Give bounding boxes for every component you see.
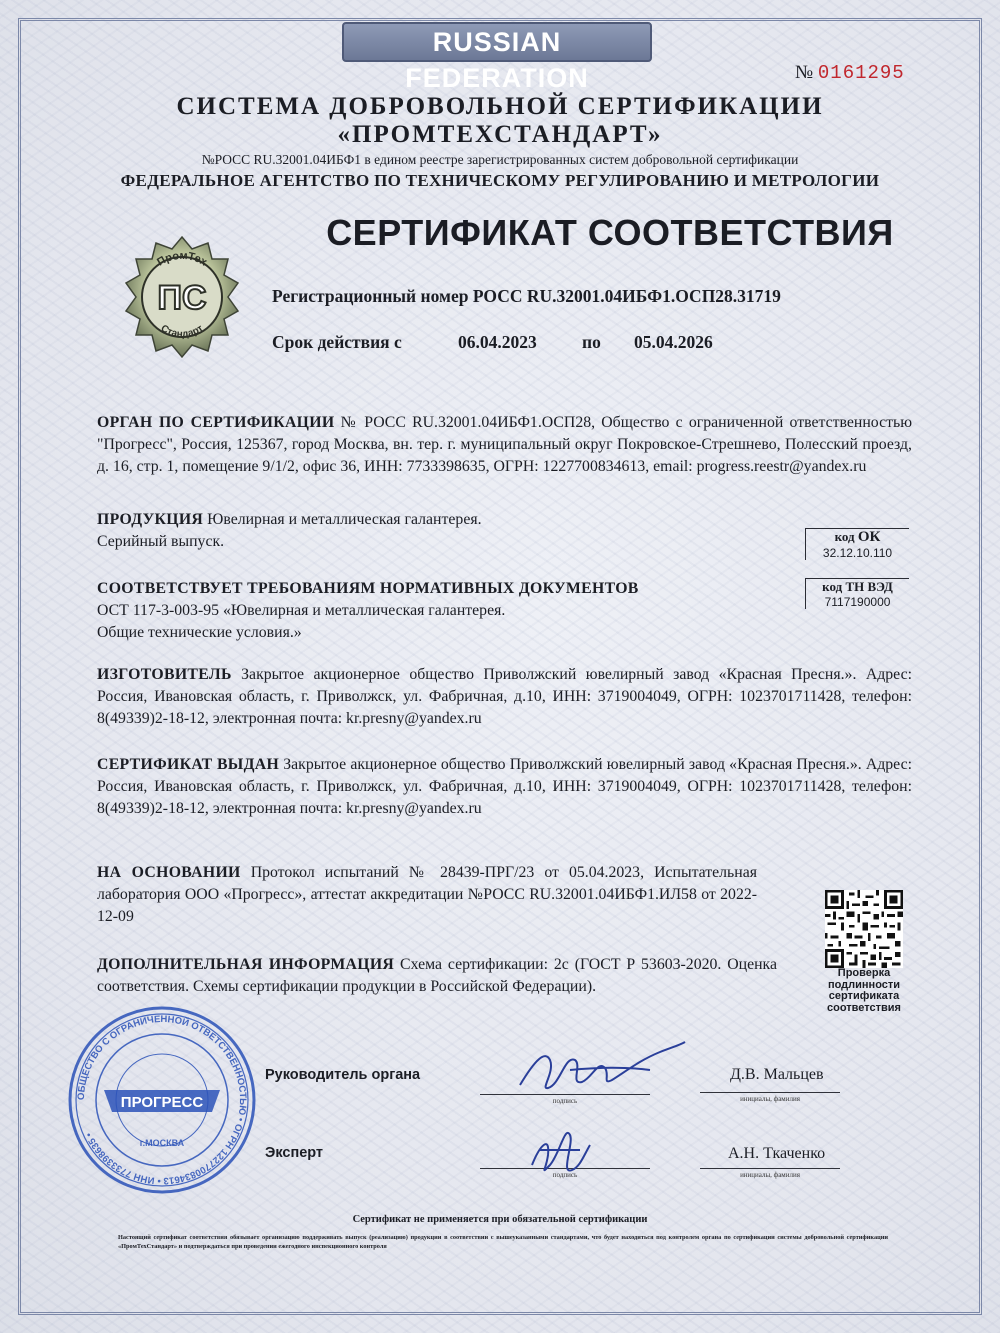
tnved-code-box <box>805 578 909 609</box>
head-name: Д.В. Мальцев <box>730 1066 824 1083</box>
serial-prefix: № <box>795 62 814 83</box>
section-heading: НА ОСНОВАНИИ <box>97 864 241 881</box>
section-heading: ДОПОЛНИТЕЛЬНАЯ ИНФОРМАЦИЯ <box>97 956 395 973</box>
registration-number: Регистрационный номер РОСС RU.32001.04ИБФ1.ОСП28.31719 <box>272 286 781 306</box>
head-signature-icon <box>510 1030 690 1105</box>
registry-note: №РОСС RU.32001.04ИБФ1 в едином реестре зарегистрированных систем добровольной сертификации <box>201 152 799 167</box>
section-text: Схема сертификации: 2с (ГОСТ Р 53603-2020. Оценка соответствия. Схемы сертификации продукции в Российской Федерации). <box>97 956 777 995</box>
section-heading: ОРГАН ПО СЕРТИФИКАЦИИ <box>97 414 335 431</box>
certificate-title: СЕРТИФИКАТ СООТВЕТСТВИЯ <box>326 212 894 253</box>
validity-from: 06.04.2023 <box>458 332 537 352</box>
qr-caption-line: сертификата <box>828 990 900 1002</box>
ok-code-box <box>805 528 909 560</box>
qr-caption-line: Проверка <box>837 967 891 979</box>
section-text-2: Серийный выпуск. <box>97 533 225 550</box>
expert-signature-icon <box>520 1115 600 1185</box>
logo-mark: ПС <box>157 279 207 317</box>
expert-name-line <box>700 1168 840 1169</box>
section-product <box>97 509 797 553</box>
head-sign-caption: подпись <box>552 1097 578 1105</box>
expert-name: А.Н. Ткаченко <box>728 1145 826 1162</box>
section-text: Закрытое акционерное общество Приволжский ювелирный завод «Красная Пресня.». Адрес: Россия, Ивановская область, г. Приволжск, ул. Фабричная, д.10, ИНН: 3719004049, ОГРН: 1023701711428, телефон: 8(49339)2-18-12, электронная почта: kr.presny@yandex.ru <box>97 666 912 727</box>
section-heading: СЕРТИФИКАТ ВЫДАН <box>97 756 280 773</box>
section-text: ОСТ 117-3-003-95 «Ювелирная и металлическая галантерея. <box>97 602 506 619</box>
system-name: СИСТЕМА ДОБРОВОЛЬНОЙ СЕРТИФИКАЦИИ <box>176 93 824 120</box>
section-text: Протокол испытаний № 28439-ПРГ/23 от 05.04.2023, Испытательная лаборатория ООО «Прогресс», аттестат аккредитации №РОСС RU.32001.04ИБФ1.ИЛ58 от 2022-12-09 <box>97 864 757 925</box>
promtechstandart-logo-icon <box>120 235 244 359</box>
ok-code-label-big: ОК <box>857 529 881 545</box>
validity-label: Срок действия с <box>272 332 402 352</box>
section-text-2: Общие технические условия.» <box>97 624 302 641</box>
qr-caption-line: подлинности <box>827 978 901 991</box>
expert-sign-caption: подпись <box>552 1171 578 1179</box>
logo-top-text: ПромТех <box>155 249 210 269</box>
serial-number <box>795 62 905 84</box>
validity-to-label: по <box>582 332 601 352</box>
head-name-caption: инициалы, фамилия <box>740 1095 800 1103</box>
tnved-code-label: код ТН ВЭД <box>822 579 893 594</box>
stamp-ring-text: ОБЩЕСТВО С ОГРАНИЧЕННОЙ ОТВЕТСТВЕННОСТЬЮ • ОГРН 1227700834613 • ИНН 7733398635 • <box>75 1013 249 1187</box>
country-banner: RUSSIAN FEDERATION <box>342 22 652 62</box>
expert-signature-label: Эксперт <box>265 1145 324 1161</box>
section-heading: ИЗГОТОВИТЕЛЬ <box>97 666 232 683</box>
head-signature-label: Руководитель органа <box>265 1067 421 1083</box>
qr-code-icon[interactable] <box>825 890 903 968</box>
qr-caption <box>808 968 920 1014</box>
section-manufacturer <box>97 664 912 730</box>
section-certification-body <box>97 412 912 478</box>
section-heading: СООТВЕТСТВУЕТ ТРЕБОВАНИЯМ НОРМАТИВНЫХ ДОКУМЕНТОВ <box>97 580 639 597</box>
ok-code-value: 32.12.10.110 <box>822 546 893 560</box>
section-conformity <box>97 578 797 644</box>
footer-fine-print: Настоящий сертификат соответствия обязывает организацию поддерживать выпуск (реализацию) продукции в соответствии с вышеуказанными стандартами, что будет находиться под контролем органа по сертификации системы добровольной сертификации «ПромТехСтандарт» и подтверждаться при проведении ежегодного инспекционного контроля <box>118 1234 888 1250</box>
section-text: Закрытое акционерное общество Приволжский ювелирный завод «Красная Пресня.». Адрес: Россия, Ивановская область, г. Приволжск, ул. Фабричная, д.10, ИНН: 3719004049, ОГРН: 1023701711428, телефон: 8(49339)2-18-12, электронная почта: kr.presny@yandex.ru <box>97 756 912 817</box>
validity-to: 05.04.2026 <box>634 332 713 352</box>
stamp-city-text: г.МОСКВА <box>139 1138 185 1148</box>
tnved-code-value: 7117190000 <box>824 595 891 609</box>
stamp-center-text: ПРОГРЕСС <box>120 1094 204 1111</box>
ok-code-label: код <box>834 529 855 544</box>
expert-name-caption: инициалы, фамилия <box>740 1171 800 1179</box>
section-text: Ювелирная и металлическая галантерея. <box>207 511 482 528</box>
agency-name: ФЕДЕРАЛЬНОЕ АГЕНТСТВО ПО ТЕХНИЧЕСКОМУ РЕГУЛИРОВАНИЮ И МЕТРОЛОГИИ <box>120 171 880 190</box>
serial-value: 0161295 <box>817 62 905 84</box>
company-stamp-icon <box>62 1000 262 1200</box>
section-basis <box>97 862 757 928</box>
qr-caption-line: соответствия <box>827 1001 901 1014</box>
system-brand: «ПРОМТЕХСТАНДАРТ» <box>337 121 663 148</box>
footer-notice: Сертификат не применяется при обязательной сертификации <box>352 1214 648 1225</box>
section-heading: ПРОДУКЦИЯ <box>97 511 204 528</box>
head-name-line <box>700 1092 840 1093</box>
section-additional-info <box>97 954 777 998</box>
section-issued-to <box>97 754 912 820</box>
logo-bottom-text: Стандарт <box>158 323 206 341</box>
section-text: № РОСС RU.32001.04ИБФ1.ОСП28, Общество с ограниченной ответственностью "Прогресс", Россия, 125367, город Москва, вн. тер. г. муниципальный округ Покровское-Стрешнево, Полесский проезд, д. 16, стр. 1, помещение 9/1/2, офис 36, ИНН: 7733398635, ОГРН: 1227700834613, email: progress.reestr@yandex.ru <box>97 414 912 475</box>
